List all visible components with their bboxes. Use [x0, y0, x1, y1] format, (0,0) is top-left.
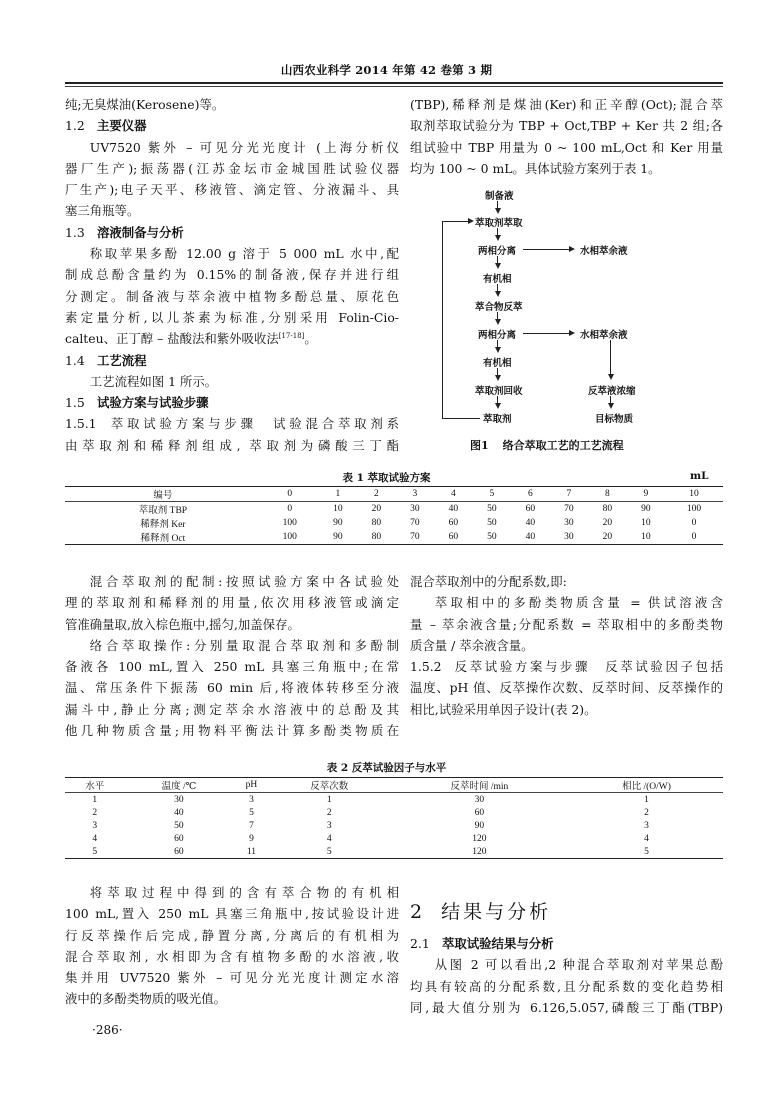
table-cell: 5 [570, 845, 723, 859]
arrow-right-icon [569, 330, 575, 336]
table-cell: 60 [434, 530, 473, 545]
table-cell: 1 [92, 794, 98, 805]
figure-caption [470, 437, 624, 453]
recycle-connector [442, 418, 480, 419]
column-header: 10 [665, 487, 723, 502]
subsection-title: 反萃试验方案与步骤 [452, 659, 591, 675]
node-organic-phase-1: 有机相 [483, 274, 512, 285]
text-line: 由萃取剂和稀释剂组成, 萃取剂为磷酸三丁酯 [65, 437, 399, 453]
text-line: 备液各 100 mL,置入 250 mL 具塞三角瓶中;在常 [65, 659, 399, 675]
text-line: 混合萃取剂, 水相即为含有植物多酚的水溶液,收 [65, 948, 399, 964]
table-cell: 30 [410, 504, 420, 514]
node-target-substance: 目标物质 [595, 414, 634, 425]
arrow-down-icon [495, 235, 501, 241]
table-cell: 10 [641, 518, 651, 528]
text-line: 器厂生产);振荡器(江苏金坛市金城国胜试验仪器 [65, 160, 399, 176]
table-cell: 7 [249, 820, 254, 831]
table-cell: 20 [588, 530, 627, 545]
table-cell: 40 [448, 504, 459, 514]
table-header-row [65, 778, 723, 793]
text-line: 质含量 / 萃余液含量。 [410, 637, 534, 653]
section-number: 2 [410, 901, 426, 923]
text-line: 管准确量取,放入棕色瓶中,摇匀,加盖保存。 [65, 616, 300, 632]
text-line: 集并用 UV7520 紫外 – 可见分光光度计测定水溶 [65, 970, 399, 986]
section-number: 1.3 [65, 224, 85, 240]
text-line: 行反萃操作后完成,静置分离,分离后的有机相为 [65, 927, 399, 943]
table-cell: 100 [686, 504, 702, 514]
column-header: 编号 [65, 487, 261, 502]
connector [523, 333, 569, 334]
header-rule-thin [65, 86, 723, 87]
section-title: 溶液制备与分析 [97, 224, 184, 240]
text-line: 取剂萃取试验分为 TBP + Oct,TBP + Ker 共 2 组;各 [410, 118, 723, 134]
text-line: 温、常压条件下振荡 60 min 后,将液体转移至分液 [65, 680, 399, 696]
section-heading-2 [410, 897, 723, 924]
table-1-caption: 表 1 萃取试验方案 [342, 472, 431, 484]
section-number: 1.5 [65, 395, 85, 411]
column-header: 3 [396, 487, 435, 502]
column-header: pH [233, 778, 269, 793]
table-row [65, 832, 723, 845]
text-line [65, 413, 399, 434]
column-header: 6 [511, 487, 550, 502]
table-cell: 4 [644, 833, 649, 844]
table-cell: 100 [282, 518, 297, 528]
table-cell: 1 [326, 794, 332, 805]
left-column-middle [65, 571, 399, 741]
table-cell: 60 [525, 504, 536, 514]
recycle-connector [442, 221, 468, 222]
connector [523, 249, 569, 250]
table-row [65, 502, 723, 517]
section-title: 结果与分析 [441, 901, 552, 923]
node-aqueous-raffinate-2: 水相萃余液 [580, 330, 628, 341]
table-cell: 10 [627, 530, 666, 545]
table-cell: 2 [92, 807, 98, 818]
arrow-down-icon [495, 375, 501, 381]
table-row [65, 516, 723, 530]
section-title: 试验方案与试验步骤 [97, 395, 209, 411]
table-cell: 3 [92, 820, 98, 831]
node-phase-separation-1: 两相分离 [478, 246, 517, 257]
table-cell: 120 [472, 833, 487, 844]
table-cell: 40 [511, 530, 550, 545]
column-header: 0 [261, 487, 319, 502]
table-cell: 10 [333, 504, 343, 514]
text-line: 100 mL,置入 250 mL 具塞三角瓶中,按试验设计进 [65, 906, 399, 922]
recycle-connector [442, 221, 443, 418]
table-cell: 30 [474, 794, 485, 805]
table-cell: 50 [473, 530, 512, 545]
table-cell: 2 [326, 807, 332, 818]
text-line: UV7520 紫外 – 可见分光光度计 (上海分析仪 [89, 139, 399, 155]
table-cell: 5 [65, 845, 125, 859]
table-cell: 100 [261, 530, 319, 545]
table-cell: 5 [249, 807, 254, 818]
left-column-bottom [65, 882, 399, 1010]
column-header: 水平 [65, 778, 125, 793]
connector [610, 340, 611, 375]
column-header: 9 [627, 487, 666, 502]
column-header: 2 [357, 487, 396, 502]
table-cell: 80 [371, 518, 382, 528]
table-cell: 11 [233, 845, 269, 859]
citation[interactable]: [17-18] [278, 332, 305, 341]
table-header-row [65, 487, 723, 502]
arrow-down-icon [495, 347, 501, 353]
arrow-down-icon [495, 403, 501, 409]
table-cell: 3 [644, 820, 649, 831]
text-line: 称取苹果多酚 12.00 g 溶于 5 000 mL 水中,配 [89, 246, 399, 262]
section-number: 2.1 [410, 936, 430, 951]
node-phase-separation-2: 两相分离 [478, 330, 517, 341]
column-header: 4 [434, 487, 473, 502]
table-cell: 50 [487, 504, 497, 514]
table-row [65, 530, 723, 545]
text-line: 量 – 萃余液含量;分配系数 = 萃取相中的多酚类物 [410, 616, 723, 632]
table-cell: 60 [474, 807, 485, 818]
table-cell: 40 [525, 518, 536, 528]
section-number: 1.4 [65, 352, 85, 368]
column-header: 相比 /(O/W) [570, 778, 723, 793]
table-cell: 0 [287, 504, 293, 514]
section-number: 1.5.1 [65, 416, 97, 432]
text-line: 混合萃取剂的配制:按照试验方案中各试验处 [89, 574, 399, 589]
node-extractant: 萃取剂 [483, 414, 512, 425]
text-line: 漏斗中,静止分离;测定萃余水溶液中的总酚及其 [65, 701, 399, 717]
table-cell: 稀释剂 Ker [140, 520, 186, 530]
text-fragment: 。 [304, 331, 317, 347]
text-line: 相比,试验采用单因子设计(表 2)。 [410, 701, 597, 717]
table-row [65, 806, 723, 819]
arrow-right-icon [569, 246, 575, 252]
table-cell: 90 [319, 530, 358, 545]
table-cell: 9 [249, 833, 254, 844]
text-line: 从图 2 可以看出,2 种混合萃取剂对苹果总酚 [434, 957, 723, 973]
table-cell: 萃取剂 TBP [138, 506, 188, 516]
text-line [410, 656, 723, 677]
table-cell: 60 [174, 833, 184, 844]
text-line: 同,最大值分别为 6.126,5.057,磷酸三丁酯(TBP) [410, 999, 723, 1015]
text-line: (TBP),稀释剂是煤油(Ker)和正辛醇(Oct);混合萃 [410, 97, 723, 112]
text-line: 将萃取过程中得到的含有萃合物的有机相 [89, 885, 399, 900]
node-organic-phase-2: 有机相 [483, 358, 512, 369]
section-title: 主要仪器 [97, 118, 147, 134]
header-rule-thick [65, 82, 723, 84]
text-line: 塞三角瓶等。 [65, 203, 140, 219]
text-fragment: 反萃试验因子包括 [602, 659, 724, 675]
section-number: 1.2 [65, 118, 85, 134]
table-cell: 0 [691, 518, 697, 528]
table-cell: 50 [487, 518, 497, 528]
page-number: ·286· [92, 1023, 123, 1037]
table-cell: 2 [644, 807, 649, 818]
table-cell: 70 [396, 530, 435, 545]
column-header: 1 [319, 487, 358, 502]
text-line: 分测定。制备液与萃余液中植物多酚总量、原花色 [65, 288, 399, 304]
arrow-down-icon [495, 263, 501, 269]
figure-number: 图1 [470, 439, 489, 452]
text-line: 均具有较高的分配系数,且分配系数的变化趋势相 [410, 978, 723, 994]
table-row [65, 845, 723, 859]
text-line: 理的萃取剂和稀释剂的用量,依次用移液管或滴定 [65, 595, 399, 611]
right-column-top [410, 94, 723, 179]
column-header: 反萃次数 [270, 778, 389, 793]
node-aqueous-raffinate-1: 水相萃余液 [580, 246, 628, 257]
table-cell: 80 [602, 504, 613, 514]
text-line: 组试验中 TBP 用量为 0 ~ 100 mL,Oct 和 Ker 用量 [410, 139, 723, 155]
text-line: 厂生产);电子天平、移液管、滴定管、分液漏斗、具 [65, 182, 399, 198]
section-heading-1-2 [65, 115, 399, 136]
text-line: 萃取相中的多酚类物质含量 = 供试溶液含 [434, 595, 723, 611]
text-line: 混合萃取剂中的分配系数,即: [410, 574, 567, 589]
table-cell: 60 [448, 518, 459, 528]
node-back-extract-concentration: 反萃液浓缩 [588, 386, 636, 397]
table-cell: 90 [474, 820, 485, 831]
text-fragment: calteu、正丁醇 – 盐酸法和紫外吸收法 [65, 331, 279, 347]
text-line: 液中的多酚类物质的吸光值。 [65, 991, 227, 1007]
table-cell: 3 [249, 794, 254, 805]
table-cell: 70 [410, 518, 420, 528]
column-header: 7 [550, 487, 589, 502]
table-cell: 稀释剂 Oct [65, 530, 261, 545]
text-line: 均为 100 ~ 0 mL。具体试验方案列于表 1。 [410, 160, 661, 176]
table-cell: 30 [550, 530, 589, 545]
column-header: 温度 /℃ [125, 778, 234, 793]
table-2-caption: 表 2 反萃试验因子与水平 [326, 762, 447, 774]
node-solvent-extraction: 萃取剂萃取 [475, 218, 523, 229]
node-back-extraction: 萃合物反萃 [475, 302, 523, 313]
table-1 [65, 486, 723, 545]
text-line: 工艺流程如图 1 所示。 [89, 373, 218, 389]
table-cell: 0 [665, 530, 723, 545]
table-cell: 70 [564, 504, 574, 514]
arrow-down-icon [608, 374, 614, 380]
table-cell: 30 [564, 518, 574, 528]
section-heading-2-1 [410, 933, 723, 954]
table-row [65, 819, 723, 832]
table-cell: 5 [270, 845, 389, 859]
table-1-unit: mL [690, 470, 709, 482]
right-column-middle [410, 571, 723, 720]
arrow-down-icon [495, 319, 501, 325]
table-cell: 40 [174, 807, 184, 818]
text-line [65, 328, 399, 349]
table-2 [65, 777, 723, 859]
table-cell: 80 [357, 530, 396, 545]
figure-title: 络合萃取工艺的工艺流程 [502, 439, 624, 452]
column-header: 8 [588, 487, 627, 502]
table-cell: 30 [174, 794, 184, 805]
node-prep-solution: 制备液 [485, 191, 514, 202]
paragraph: 纯;无臭煤油(Kerosene)等。 [65, 97, 225, 112]
section-heading-1-4 [65, 350, 399, 371]
table-cell: 1 [644, 794, 649, 805]
section-heading-1-5 [65, 392, 399, 413]
column-header: 反萃时间 /min [389, 778, 570, 793]
arrow-down-icon [495, 208, 501, 214]
text-line: 素定量分析,以儿茶素为标准,分别采用 Folin-Cio- [65, 309, 399, 325]
table-cell: 20 [371, 504, 382, 514]
table-cell: 50 [174, 820, 184, 831]
section-number: 1.5.2 [410, 659, 442, 675]
right-column-bottom [410, 933, 723, 1018]
table-cell: 60 [125, 845, 234, 859]
text-fragment: 试验混合萃取剂系 [269, 416, 400, 432]
table-cell: 90 [333, 518, 343, 528]
table-cell: 4 [326, 833, 332, 844]
table-cell: 4 [92, 833, 98, 844]
table-cell: 20 [602, 518, 613, 528]
arrow-down-icon [608, 403, 614, 409]
flowchart-figure-1 [425, 188, 685, 433]
table-cell: 120 [389, 845, 570, 859]
section-title: 萃取试验结果与分析 [442, 936, 554, 951]
arrow-right-icon [468, 218, 474, 224]
table-cell: 90 [641, 504, 651, 514]
subsection-title: 萃取试验方案与步骤 [107, 416, 257, 432]
left-column-top [65, 94, 399, 456]
column-header: 5 [473, 487, 512, 502]
table-row [65, 793, 723, 807]
text-line: 制成总酚含量约为 0.15%的制备液,保存并进行组 [65, 267, 399, 283]
arrow-down-icon [495, 291, 501, 297]
table-cell: 3 [326, 820, 332, 831]
section-heading-1-3 [65, 222, 399, 243]
running-header: 山西农业科学 2014 年第 42 卷第 3 期 [280, 63, 493, 77]
text-line: 温度、pH 值、反萃操作次数、反萃时间、反萃操作的 [410, 680, 723, 696]
node-solvent-recovery: 萃取剂回收 [475, 386, 523, 397]
text-line: 络合萃取操作:分别量取混合萃取剂和多酚制 [89, 637, 399, 653]
section-title: 工艺流程 [97, 352, 147, 368]
text-line: 他几种物质含量;用物料平衡法计算多酚类物质在 [65, 723, 399, 739]
